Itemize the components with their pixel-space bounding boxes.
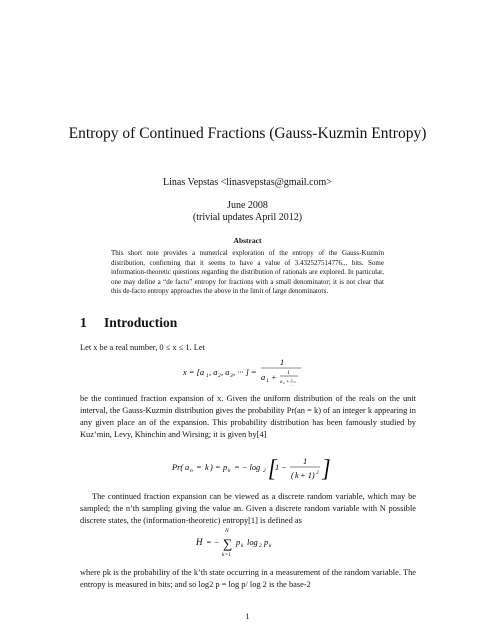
paragraph-1-text: Let x be a real number, 0 ≤ x ≤ 1. Let [80, 343, 205, 352]
gauss-kuzmin-drawing [172, 452, 342, 486]
abstract-heading: Abstract [233, 236, 262, 245]
svg-text:1: 1 [280, 358, 285, 367]
svg-text:p: p [223, 463, 228, 472]
paper-title: Entropy of Continued Fractions (Gauss-Kuzmin Entropy) [68, 125, 427, 142]
svg-text:1: 1 [291, 378, 293, 382]
svg-text:N: N [225, 528, 229, 534]
svg-text:= −: = − [206, 538, 220, 547]
svg-text:2: 2 [218, 373, 221, 379]
svg-text:p: p [236, 538, 241, 547]
svg-text:k: k [241, 543, 244, 549]
svg-text:2: 2 [316, 470, 319, 476]
date-block [0, 200, 495, 224]
svg-text:, a: , a [221, 368, 230, 377]
svg-text:a: a [261, 373, 266, 382]
svg-text:) =: ) = [210, 463, 221, 472]
svg-text:1: 1 [303, 457, 308, 466]
svg-text:2: 2 [263, 468, 266, 474]
svg-text:n: n [190, 468, 193, 474]
svg-text:a: a [280, 380, 283, 385]
svg-text:Pr(: Pr( [172, 463, 184, 472]
section-number: 1 [80, 315, 87, 330]
svg-text:1: 1 [206, 373, 209, 379]
svg-text:x = [a: x = [a [183, 368, 205, 377]
svg-text:∑: ∑ [223, 536, 233, 551]
abstract-text: This short note provides a numerical exploration of the entropy of the Gauss-Kuzmin distribution, confirming that it seems to have a value of 3.432527514776... bits. Some information-theoretic questions regarding the distribution of rationals are explored. In particular, one may define a “de facto” entropy for fractions with a small denominator; it is not clear that this de-facto entropy approaches the above in the limit of large denominators. [111, 249, 384, 296]
page-number: 1 [245, 612, 250, 621]
paragraph-1 [80, 342, 416, 354]
author-line: Linas Vepstas <linasvepstas@gmail.com> [163, 177, 332, 188]
svg-text:k: k [228, 468, 231, 474]
svg-text:a: a [185, 463, 190, 472]
continued-fraction-drawing [183, 357, 333, 391]
svg-text:···: ··· [290, 384, 293, 388]
date: June 2008 [227, 200, 268, 211]
svg-text:(: ( [291, 471, 294, 480]
section-title: Introduction [104, 315, 178, 330]
svg-text:=: = [196, 463, 202, 472]
svg-text:log: log [247, 538, 258, 547]
svg-text:p: p [264, 538, 269, 547]
paragraph-2 [80, 393, 416, 441]
svg-text:2: 2 [259, 543, 262, 549]
svg-text:1: 1 [266, 378, 269, 384]
svg-text:[: [ [268, 455, 277, 483]
paragraph-4-text: where pk is the probability of the k’th state occurring in a measurement of the random variable. The entropy is measured in bits; and so log2 p = log p/ log 2 is the base-2 [80, 568, 416, 589]
entropy-drawing [196, 525, 306, 565]
svg-text:2: 2 [283, 381, 285, 385]
svg-text:k=1: k=1 [222, 552, 231, 558]
svg-text:+: + [271, 373, 277, 382]
svg-text:3: 3 [230, 373, 233, 379]
paragraph-4 [80, 567, 416, 591]
paragraph-2-text: be the continued fraction expansion of x. Given the uniform distribution of the reals on the unit interval, the Gauss-Kuzmin distribution gives the probability Pr(an = k) of an integer k appearing in any given place an of the expansion. This probability distribution has been famously studied by Kuz’min, Levy, Khinchin and Wirsing; it is given by[4] [80, 394, 416, 439]
svg-text:H: H [196, 537, 203, 547]
svg-text:= − log: = − log [234, 463, 261, 472]
abstract-body [111, 249, 384, 297]
svg-text:k: k [269, 543, 272, 549]
paragraph-3-text: The continued fraction expansion can be viewed as a discrete random variable, which may be sampled; the n’th sampling giving the value an. Given a discrete random variable with N possible discrete states, the (information-theoretic) entropy[1] is defined as [80, 492, 416, 525]
svg-text:]: ] [322, 455, 331, 483]
date-note: (trivial updates April 2012) [192, 212, 303, 223]
svg-text:, ··· ] =: , ··· ] = [233, 368, 257, 377]
svg-text:+: + [286, 380, 290, 385]
svg-text:, a: , a [209, 368, 218, 377]
paragraph-3 [80, 491, 416, 527]
svg-text:1: 1 [287, 370, 290, 376]
section-heading [80, 315, 177, 331]
svg-text:+ 1): + 1) [300, 471, 315, 480]
svg-text:1 −: 1 − [275, 463, 287, 472]
svg-text:k: k [295, 471, 299, 480]
svg-text:k: k [205, 463, 209, 472]
